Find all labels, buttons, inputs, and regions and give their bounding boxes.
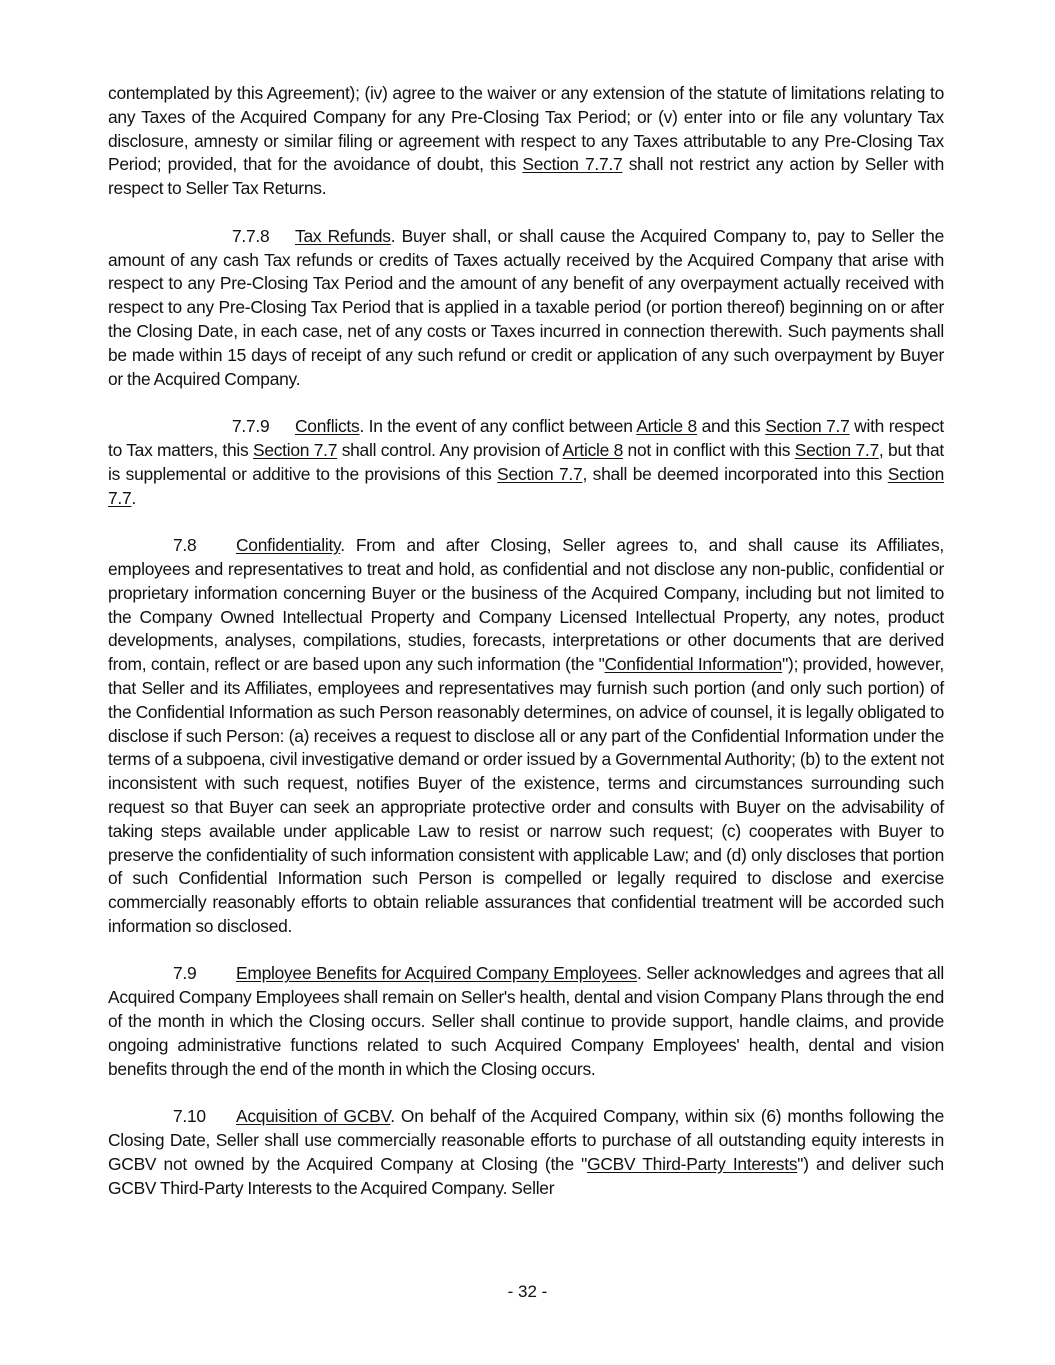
section-number: 7.8 [173,535,197,556]
section-number: 7.9 [173,963,197,984]
section-reference: Section 7.7.7 [522,154,623,175]
defined-term: Confidential Information [604,654,783,675]
page-number: - 32 - [507,1282,548,1301]
section-heading: Conflicts [295,416,360,437]
section-reference: Section 7.7 [765,416,850,437]
section-7-10: 7.10 Acquisition of GCBV. On behalf of the Acquired Company, within six (6) months following the Closing Date, Seller shall use commercially reasonable efforts to purchase of all outstanding equity interests in GCBV not owned by the Acquired Company at Closing (the "GCBV Third-Party Interests") and deliver such GCBV Third-Party Interests to the Acquired Company. Seller [108,1106,944,1198]
section-reference: Section 7.7 [108,463,945,508]
article-reference: Article 8 [562,439,624,460]
section-7-7-8: 7.7.8 Tax Refunds. Buyer shall, or shall cause the Acquired Company to, pay to Seller the amount of any cash Tax refunds or credits of Taxes actually received by the Acquired Company that arise with respect to any Pre-Closing Tax Period and the amount of any benefit of any overpayment actually received with respect to any Pre-Closing Tax Period that is applied in a taxable period (or portion thereof) beginning on or after the Closing Date, in each case, net of any costs or Taxes incurred in connection therewith. Such payments shall be made within 15 days of receipt of any such refund or credit or application of any such overpayment by Buyer or the Acquired Company. [108,225,944,389]
document-page [108,82,944,1224]
article-reference: Article 8 [636,416,697,437]
paragraph-continuation: contemplated by this Agreement); (iv) agree to the waiver or any extension of the statute of limitations relating to any Taxes of the Acquired Company for any Pre-Closing Tax Period; or (v) enter into or file any voluntary Tax disclosure, amnesty or similar filing or agreement with respect to any Taxes attributable to any Pre-Closing Tax Period; provided, that for the avoidance of doubt, this Section 7.7.7 shall not restrict any action by Seller with respect to Seller Tax Returns. [108,83,944,199]
section-7-7-9: 7.7.9 Conflicts. In the event of any conflict between Article 8 and this Section 7.7 with respect to Tax matters, this Section 7.7 shall control. Any provision of Article 8 not in conflict with this Section 7.7, but that is supplemental or additive to the provisions of this Section 7.7, shall be deemed incorporated into this Section 7.7. [108,416,945,508]
section-heading: Confidentiality [236,535,341,556]
defined-term: GCBV Third-Party Interests [587,1153,798,1174]
section-reference: Section 7.7 [794,439,879,460]
section-7-9: 7.9 Employee Benefits for Acquired Company Employees. Seller acknowledges and agrees that all Acquired Company Employees shall remain on Seller's health, dental and vision Company Plans through the end of the month in which the Closing occurs. Seller shall continue to provide support, handle claims, and provide ongoing administrative functions related to such Acquired Company Employees' health, dental and vision benefits through the end of the month in which the Closing occurs. [108,963,944,1079]
section-heading: Employee Benefits for Acquired Company Employees [236,963,637,984]
section-heading: Tax Refunds [295,225,391,246]
section-number: 7.7.8 [232,225,270,246]
section-number: 7.7.9 [232,416,270,437]
section-number: 7.10 [173,1106,206,1127]
section-reference: Section 7.7 [497,463,583,484]
section-7-8: 7.8 Confidentiality. From and after Closing, Seller agrees to, and shall cause its Affiliates, employees and representatives to treat and hold, as confidential and not disclose any non-public, confidential or proprietary information concerning Buyer or the business of the Acquired Company, including but not limited to the Company Owned Intellectual Property and Company Licensed Intellectual Property, any notes, product developments, analyses, compilations, studies, forecasts, interpretations or other documents that are derived from, contain, reflect or are based upon any such information (the "Confidential Information"); provided, however, that Seller and its Affiliates, employees and representatives may furnish such portion (and only such portion) of the Confidential Information as such Person reasonably determines, on advice of counsel, it is legally obligated to disclose if such Person: (a) receives a request to disclose all or any part of the Confidential Information under the terms of a subpoena, civil investigative demand or order issued by a Governmental Authority; (b) to the extent not inconsistent with such request, notifies Buyer of the existence, terms and circumstances surrounding such request so that Buyer can seek an appropriate protective order and consults with Buyer on the advisability of taking steps available under applicable Law to resist or narrow such request; (c) cooperates with Buyer to preserve the confidentiality of such information consistent with applicable Law; and (d) only discloses that portion of such Confidential Information such Person is compelled or legally required to disclose and exercise commercially reasonably efforts to obtain reliable assurances that confidential treatment will be accorded such information so disclosed. [108,535,945,936]
section-reference: Section 7.7 [252,439,338,460]
section-heading: Acquisition of GCBV [236,1106,391,1127]
